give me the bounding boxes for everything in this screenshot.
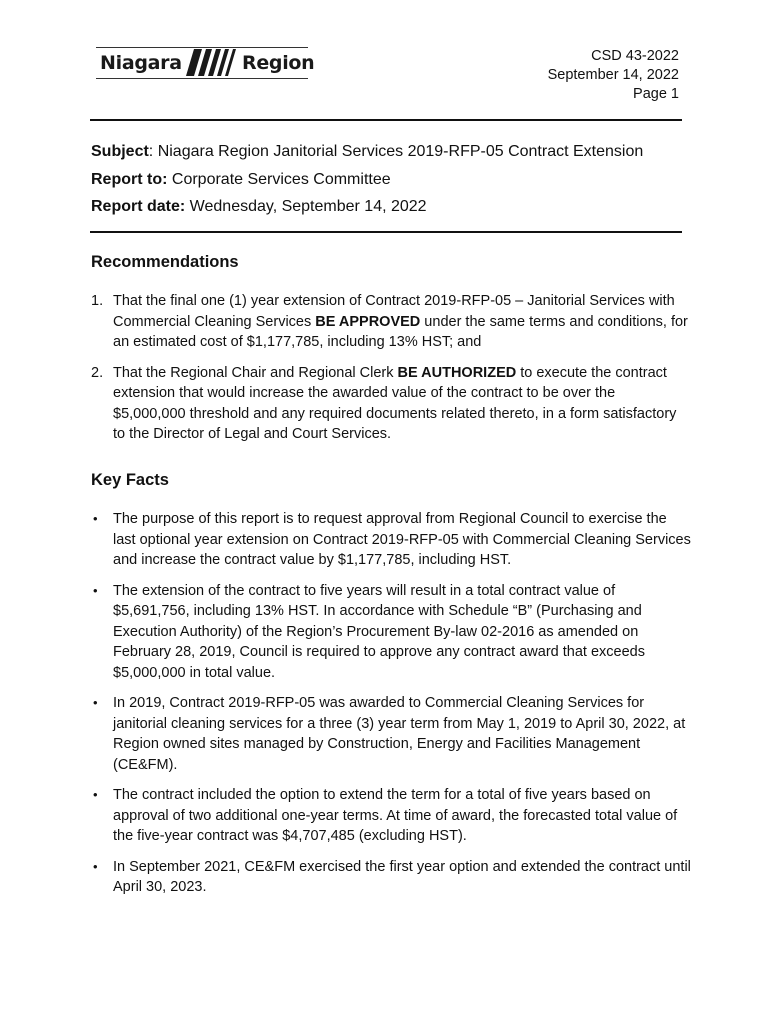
key-fact-item [91,509,691,571]
recommendation-text: That the final one (1) year extension of Contract 2019-RFP-05 – Janitorial Services with Commercial Cleaning Services [113,293,675,330]
report-number: CSD 43-2022 [591,48,679,64]
report-date-label: Report date: [91,198,186,215]
subject-value: : Niagara Region Janitorial Services 2019-RFP-05 Contract Extension [148,143,644,160]
divider-top [90,119,682,121]
logo-bottom-rule [96,78,308,79]
divider-bottom [90,231,682,233]
key-fact-item [91,693,691,775]
bullet-icon: • [93,787,98,802]
recommendation-text: under the same terms and conditions, for an estimated cost of $1,177,785, including 13% HST; and [113,313,688,350]
report-to-value: Corporate Services Committee [167,170,391,188]
recommendation-emphasis: BE APPROVED [315,313,421,330]
recommendation-number: 1. [91,293,104,309]
key-fact-text: The purpose of this report is to request approval from Regional Council to exercise the last optional year extension on Contract 2019-RFP-05 with Commercial Cleaning Services and increase the contract value by $1,177,785, including HST. [113,511,691,568]
key-fact-item [91,785,691,847]
recommendation-emphasis: BE AUTHORIZED [397,364,517,381]
key-fact-text: The contract included the option to extend the term for a total of five years based on approval of two additional one-year terms. At time of award, the forecasted total value of the five-year contract was $4,707,485 (excluding HST). [113,787,678,844]
recommendation-number: 2. [91,364,104,381]
report-header-meta [548,47,679,104]
recommendations-list [91,291,691,455]
report-to-label: Report to: [91,170,168,188]
key-fact-item [91,581,691,684]
key-facts-list [91,509,691,908]
report-date-line [91,193,643,221]
bullet-icon: • [93,511,98,526]
bullet-icon: • [93,582,98,598]
key-fact-text: In September 2021, CE&FM exercised the first year option and extended the contract until April 30, 2023. [113,858,691,895]
report-to-line [91,166,643,194]
key-fact-text: In 2019, Contract 2019-RFP-05 was awarded to Commercial Cleaning Services for janitorial cleaning services for a three (3) year term from May 1, 2019 to April 30, 2022, at Region owned sites managed by Construction, Energy and Facilities Management (CE&FM). [113,695,686,773]
logo-left-word: Niagara [100,52,182,74]
key-fact-text: The extension of the contract to five years will result in a total contract value of $5,691,756, including 13% HST. In accordance with Schedule “B” (Purchasing and Execution Authority) of the Region’s Procurement By-law 02-2016 as amended on February 28, 2019, Council is required to approve any contract award that exceeds $5,000,000 in total value. [113,582,645,681]
subject-block [91,138,643,221]
recommendation-text: That the Regional Chair and Regional Clerk [113,364,398,381]
recommendation-item [91,291,691,353]
recommendation-text: to execute the contract extension that would increase the awarded value of the contract to be over the $5,000,000 threshold and any required documents related thereto, in a form satisfactory to the Director of Legal and Court Services. [113,364,677,442]
logo-right-word: Region [242,52,315,74]
recommendations-heading: Recommendations [91,253,239,271]
bullet-icon: • [93,858,98,874]
bullet-icon: • [93,695,98,710]
logo-stripes-icon [178,46,240,78]
subject-label: Subject [91,143,149,160]
niagara-region-logo [96,44,315,80]
subject-line [91,138,643,166]
report-date-value: Wednesday, September 14, 2022 [185,198,427,215]
report-header-date: September 14, 2022 [547,67,679,83]
key-fact-item [91,857,691,898]
recommendation-item [91,363,691,445]
page-number: Page 1 [633,86,679,102]
key-facts-heading: Key Facts [91,471,169,489]
